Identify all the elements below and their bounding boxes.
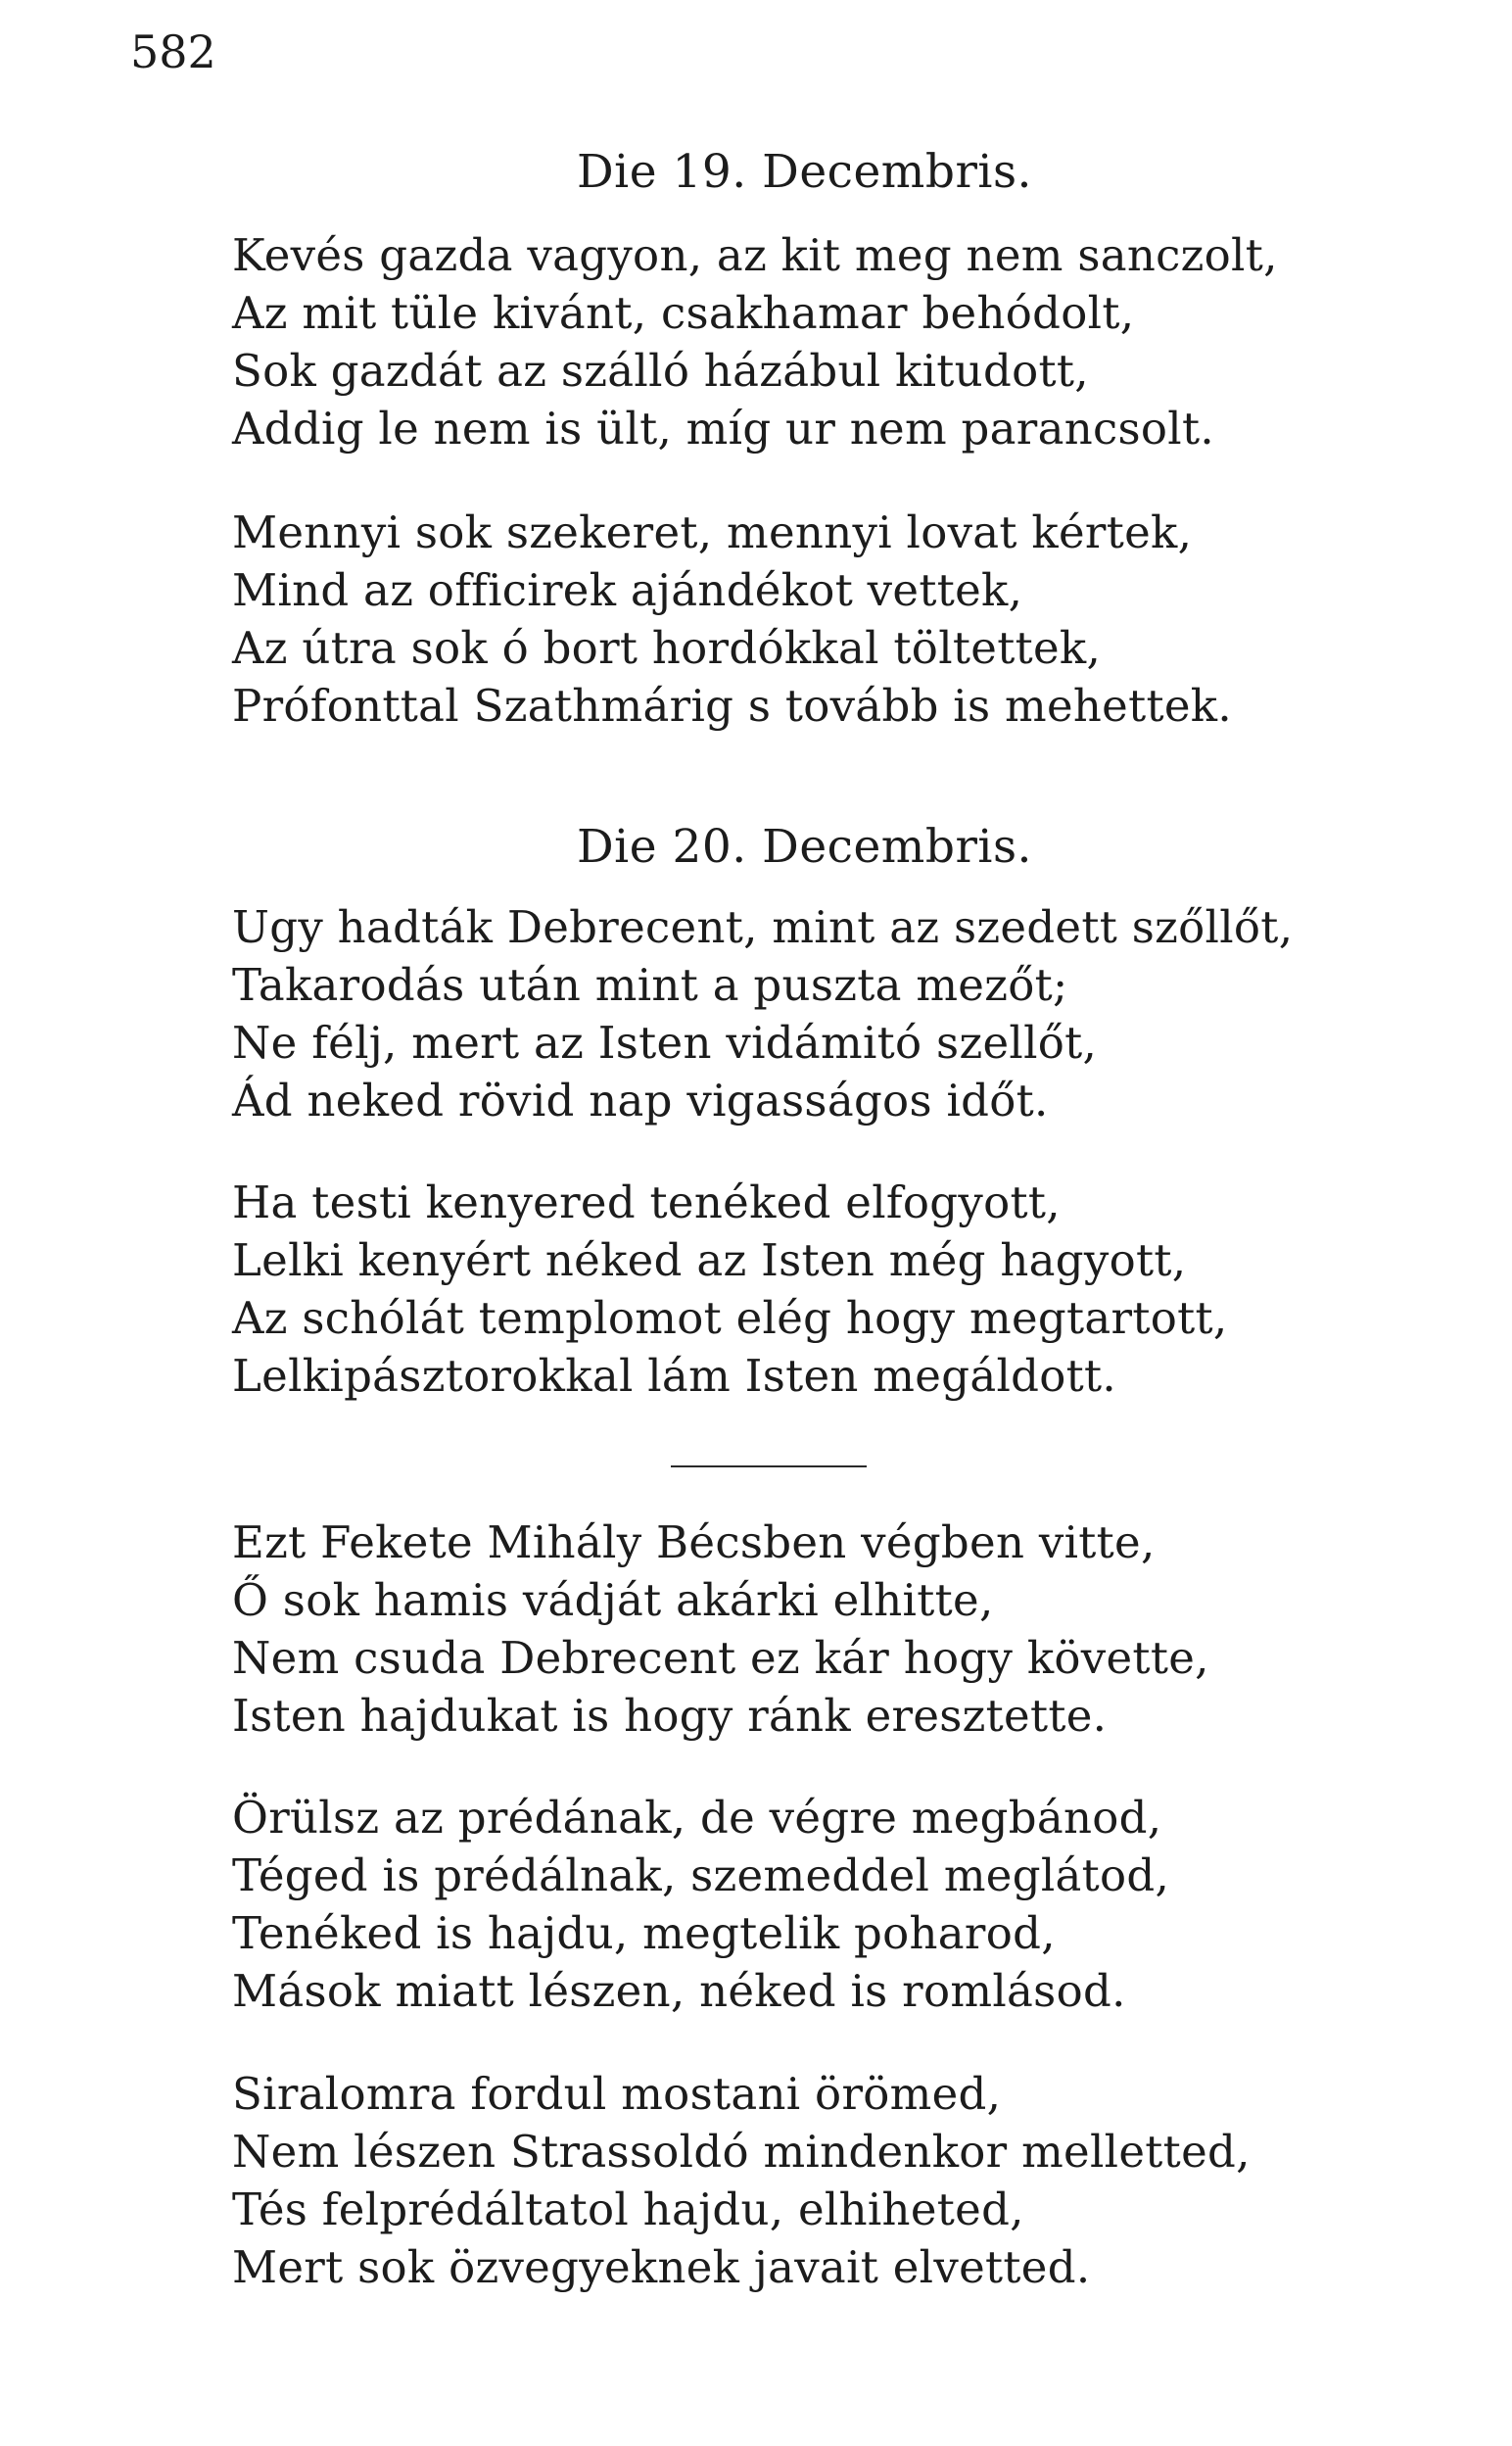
stanza-5 [232,1513,1209,1745]
stanza-7 [232,2065,1251,2296]
verse-line: Siralomra fordul mostani örömed, [232,2068,1002,2120]
verse-line: Nem lészen Strassoldó mindenkor melletted, [232,2126,1251,2178]
verse-line: Lelkipásztorokkal lám Isten megáldott. [232,1350,1117,1402]
verse-line: Ezt Fekete Mihály Bécsben végben vitte, [232,1516,1156,1568]
verse-line: Isten hajdukat is hogy ránk eresztette. [232,1690,1108,1742]
verse-line: Addig le nem is ült, míg ur nem parancsolt. [232,403,1214,455]
verse-line: Ha testi kenyered tenéked elfogyott, [232,1176,1061,1228]
verse-line: Kevés gazda vagyon, az kit meg nem sanczolt, [232,229,1278,281]
verse-line: Az schólát templomot elég hogy megtartott, [232,1292,1228,1344]
verse-line: Nem csuda Debrecent ez kár hogy követte, [232,1632,1209,1684]
verse-line: Prófonttal Szathmárig s tovább is mehettek. [232,680,1232,732]
verse-line: Az útra sok ó bort hordókkal töltettek, [232,622,1102,674]
verse-line: Ugy hadták Debrecent, mint az szedett szőllőt, [232,901,1294,953]
verse-line: Téged is prédálnak, szemeddel meglátod, [232,1849,1170,1901]
verse-line: Takarodás után mint a puszta mezőt; [232,959,1068,1011]
verse-line: Mert sok özvegyeknek javait elvetted. [232,2241,1091,2293]
section-heading-december-20: Die 20. Decembris. [577,820,1033,874]
verse-line: Mások miatt lészen, néked is romlásod. [232,1965,1126,2017]
stanza-1 [232,226,1278,457]
page-number: 582 [130,25,216,78]
stanza-3 [232,898,1293,1129]
section-heading-december-19: Die 19. Decembris. [577,145,1033,199]
verse-line: Mennyi sok szekeret, mennyi lovat kértek, [232,506,1193,558]
verse-line: Ne félj, mert az Isten vidámitó szellőt, [232,1017,1098,1069]
verse-line: Tés felprédáltatol hajdu, elhiheted, [232,2183,1024,2235]
stanza-6 [232,1789,1169,2020]
verse-line: Mind az officirek ajándékot vettek, [232,564,1023,616]
stanza-2 [232,504,1232,735]
verse-line: Sok gazdát az szálló házábul kitudott, [232,345,1089,397]
verse-line: Örülsz az prédának, de végre megbánod, [232,1792,1162,1844]
stanza-4 [232,1174,1227,1405]
verse-line: Ád neked rövid nap vigasságos időt. [232,1075,1049,1127]
verse-line: Az mit tüle kivánt, csakhamar behódolt, [232,287,1135,339]
verse-line: Lelki kenyért néked az Isten még hagyott, [232,1234,1187,1286]
section-divider [671,1465,867,1467]
verse-line: Ő sok hamis vádját akárki elhitte, [232,1574,994,1626]
verse-line: Tenéked is hajdu, megtelik poharod, [232,1907,1056,1959]
